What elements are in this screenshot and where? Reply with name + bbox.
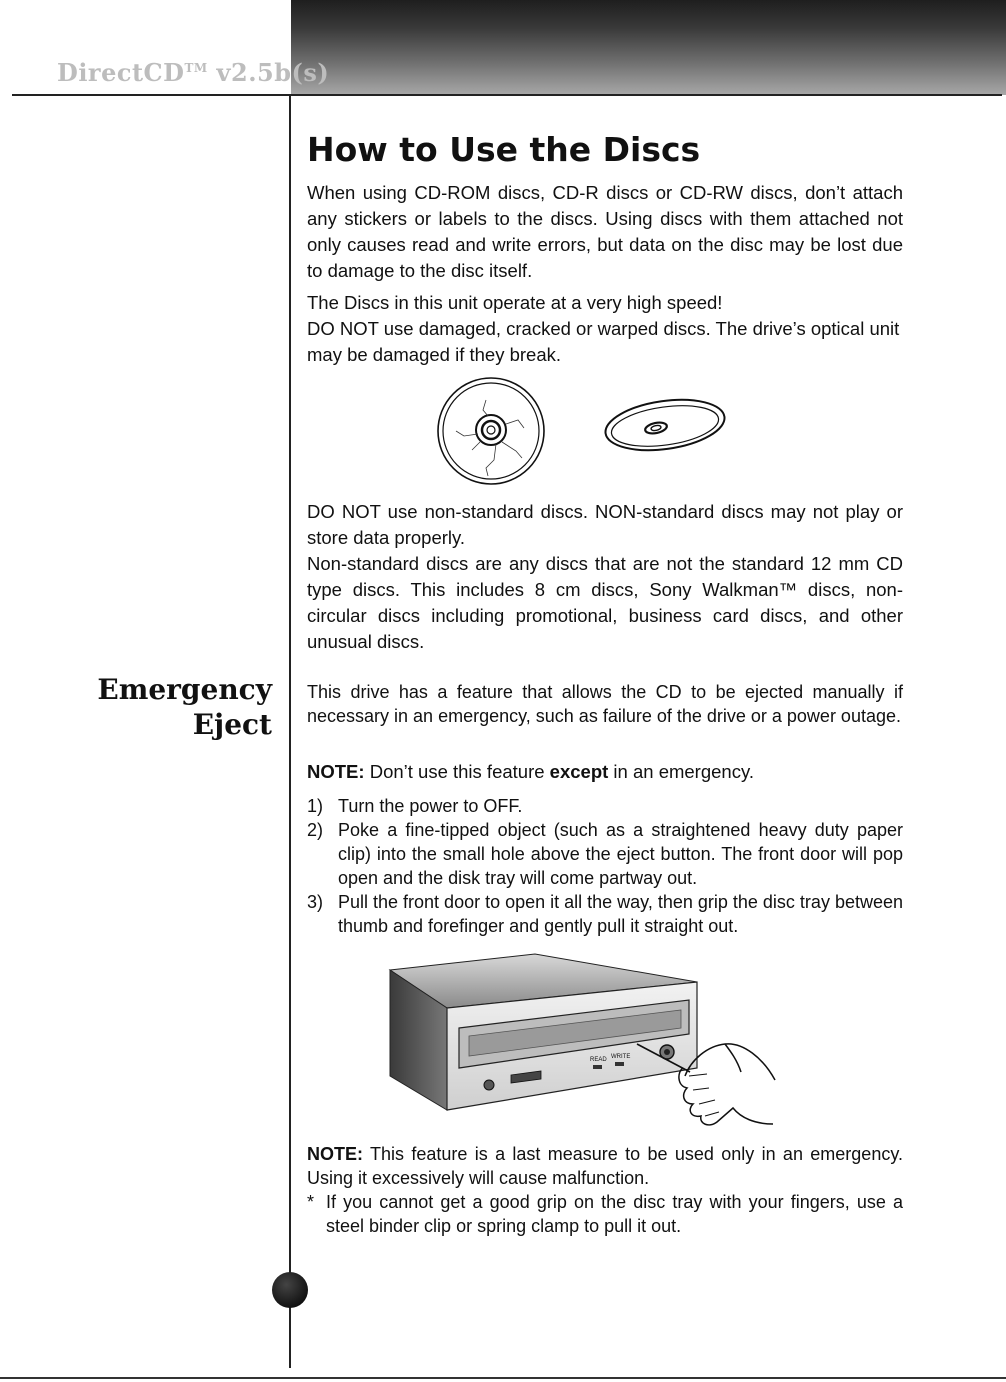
- page-marker-dot: [272, 1272, 308, 1308]
- speed-warning-line: The Discs in this unit operate at a very high speed!: [307, 292, 723, 313]
- step-text: Pull the front door to open it all the way, then grip the disc tray between thumb and forefinger and gently pull it straight out.: [338, 892, 903, 936]
- list-item: [307, 794, 903, 818]
- sticker-warning-paragraph: When using CD-ROM discs, CD-R discs or CD-RW discs, don’t attach any stickers or labels to the discs. Using discs with them attached not only causes read and write errors, but data on the disc may be lost due to damage to the disc itself.: [307, 182, 903, 281]
- page-title: How to Use the Discs: [307, 130, 701, 169]
- note-last-measure: [307, 1142, 903, 1190]
- grip-tip-footnote: [307, 1190, 903, 1238]
- read-led-label: READ: [590, 1057, 607, 1063]
- footnote-text: If you cannot get a good grip on the disc tray with your fingers, use a steel binder clip or spring clamp to pull it out.: [326, 1192, 903, 1236]
- nonstandard-warning: DO NOT use non-standard discs. NON-standard discs may not play or store data properly.: [307, 501, 903, 548]
- note-except-emergency: [307, 759, 903, 785]
- write-led-label: WRITE: [611, 1054, 631, 1060]
- header-bar: [291, 0, 1006, 95]
- note-label: NOTE:: [307, 761, 365, 782]
- margin-rule: [289, 95, 291, 1368]
- side-heading-line2: Eject: [192, 708, 272, 741]
- header-rule: [12, 94, 1002, 96]
- damaged-disc-warning: DO NOT use damaged, cracked or warped discs. The drive’s optical unit may be damaged if they break.: [307, 318, 900, 365]
- warped-disc-illustration: [600, 394, 730, 456]
- note-text-post: in an emergency.: [608, 761, 754, 782]
- step-number: 2): [307, 820, 324, 840]
- note-label: NOTE:: [307, 1144, 363, 1164]
- note-text-pre: Don’t use this feature: [364, 761, 550, 782]
- eject-steps-list: [307, 794, 903, 938]
- side-heading-line1: Emergency: [97, 673, 272, 706]
- list-item: [307, 818, 903, 890]
- nonstandard-definition: Non-standard discs are any discs that are not the standard 12 mm CD type discs. This includes 8 cm discs, Sony Walkman™ discs, non-circular discs including promotional, business card discs, and other unusual discs.: [307, 553, 903, 652]
- step-number: 1): [307, 796, 324, 816]
- eject-intro-paragraph: This drive has a feature that allows the CD to be ejected manually if necessary in an emergency, such as failure of the drive or a power outage.: [307, 682, 903, 726]
- step-text: Turn the power to OFF.: [338, 796, 523, 816]
- note-text-bold: except: [549, 761, 609, 782]
- header-title-main: DirectCD: [57, 58, 185, 87]
- bottom-rule: [0, 1377, 1006, 1379]
- list-item: [307, 890, 903, 938]
- footnote-asterisk: *: [307, 1192, 315, 1212]
- cracked-disc-illustration: [436, 376, 546, 486]
- note-text: This feature is a last measure to be used only in an emergency. Using it excessively will cause malfunction.: [307, 1144, 903, 1188]
- header-title-version: v2.5b(s): [207, 58, 330, 87]
- nonstandard-disc-paragraph: [307, 499, 903, 655]
- header-title-tm: TM: [184, 61, 208, 75]
- cd-drive-eject-illustration: [385, 948, 785, 1133]
- step-number: 3): [307, 892, 324, 912]
- header-title: [57, 58, 330, 87]
- side-heading: [97, 672, 272, 742]
- speed-warning-paragraph: [307, 290, 903, 368]
- step-text: Poke a fine-tipped object (such as a straightened heavy duty paper clip) into the small hole above the eject button. The front door will pop open and the disk tray will come partway out.: [338, 820, 903, 888]
